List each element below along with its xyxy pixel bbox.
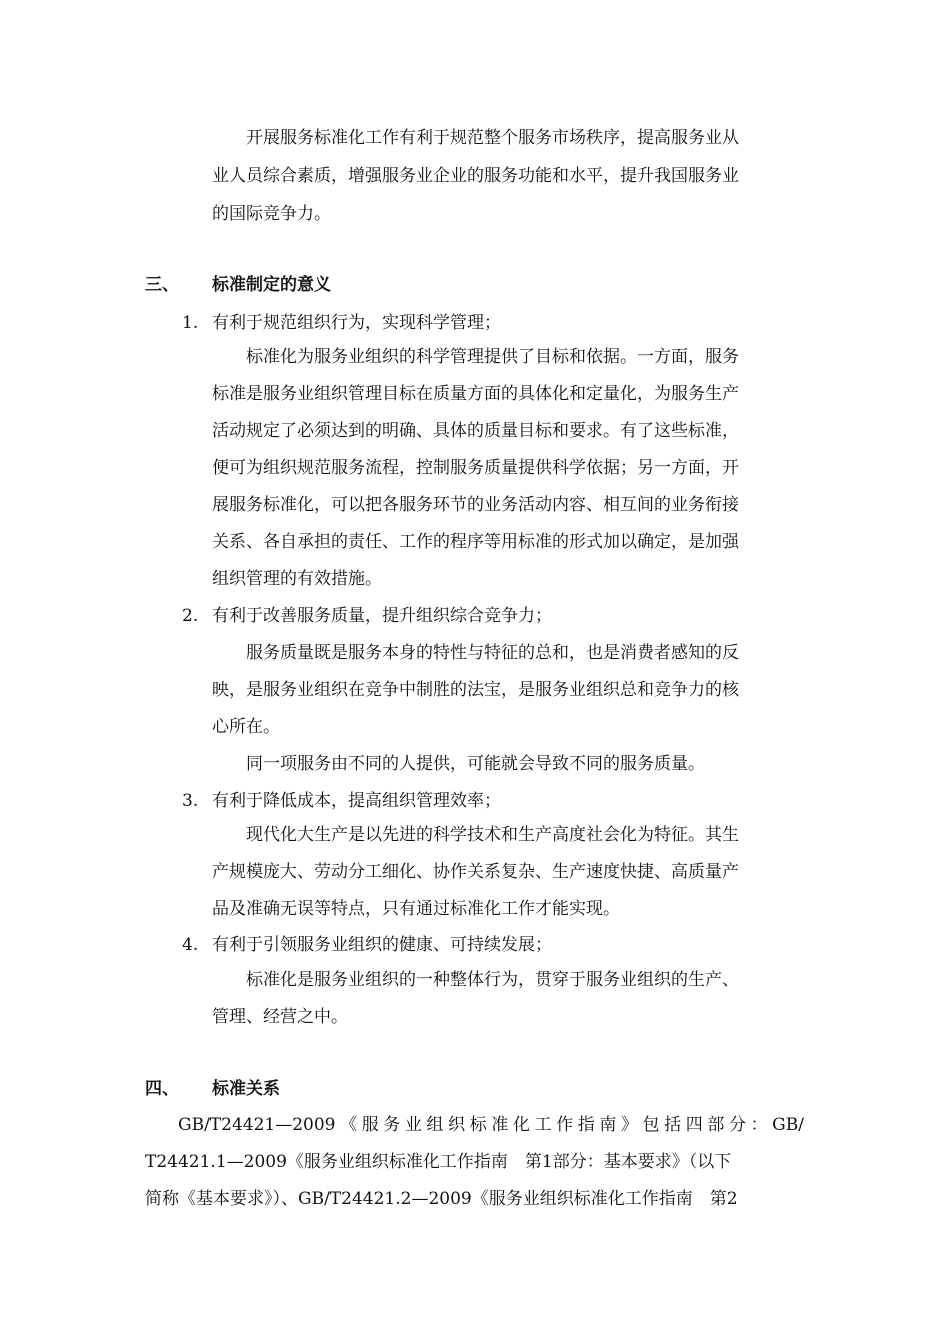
section-3-title: 标准制定的意义 [212, 275, 331, 295]
intro-line: 的国际竞争力。 [212, 204, 331, 224]
section-4-line: 简称《基本要求》）、GB/T24421.2—2009《服务业组织标准化工作指南 第2 [145, 1189, 738, 1209]
item-1-line: 便可为组织规范服务流程，控制服务质量提供科学依据；另一方面，开 [212, 458, 739, 478]
item-1-line: 组织管理的有效措施。 [212, 569, 382, 589]
section-4-title: 标准关系 [212, 1079, 280, 1099]
item-1-line: 标准化为服务业组织的科学管理提供了目标和依据。一方面，服务 [246, 347, 739, 367]
intro-line: 业人员综合素质，增强服务业企业的服务功能和水平，提升我国服务业 [212, 166, 739, 186]
item-2-line: 服务质量既是服务本身的特性与特征的总和，也是消费者感知的反 [246, 643, 739, 663]
item-1-number: 1. [182, 313, 199, 333]
item-4-line: 管理、经营之中。 [212, 1007, 348, 1027]
item-4-title: 有利于引领服务业组织的健康、可持续发展； [212, 935, 552, 955]
item-1-line: 展服务标准化，可以把各服务环节的业务活动内容、相互间的业务衔接 [212, 495, 739, 515]
item-2-title: 有利于改善服务质量，提升组织综合竞争力； [212, 606, 552, 626]
item-1-line: 活动规定了必须达到的明确、具体的质量目标和要求。有了这些标准， [212, 421, 739, 441]
intro-line: 开展服务标准化工作有利于规范整个服务市场秩序，提高服务业从 [246, 128, 739, 148]
item-1-line: 关系、各自承担的责任、工作的程序等用标准的形式加以确定，是加强 [212, 532, 739, 552]
item-1-title: 有利于规范组织行为，实现科学管理； [212, 313, 501, 333]
item-1-line: 标准是服务业组织管理目标在质量方面的具体化和定量化，为服务生产 [212, 384, 739, 404]
item-4-line: 标准化是服务业组织的一种整体行为，贯穿于服务业组织的生产、 [246, 970, 739, 990]
item-3-line: 产规模庞大、劳动分工细化、协作关系复杂、生产速度快捷、高质量产 [212, 862, 739, 882]
item-2-line: 同一项服务由不同的人提供，可能就会导致不同的服务质量。 [246, 754, 705, 774]
item-3-title: 有利于降低成本，提高组织管理效率； [212, 791, 501, 811]
section-4-number: 四、 [145, 1079, 179, 1099]
item-3-line: 品及准确无误等特点，只有通过标准化工作才能实现。 [212, 899, 620, 919]
item-2-number: 2. [182, 606, 199, 626]
item-2-line: 映，是服务业组织在竞争中制胜的法宝，是服务业组织总和竞争力的核 [212, 680, 739, 700]
section-4-line: GB/T24421—2009《服务业组织标准化工作指南》包括四部分：GB/ [178, 1115, 804, 1135]
section-3-number: 三、 [145, 275, 179, 295]
item-2-line: 心所在。 [212, 717, 280, 737]
item-3-number: 3. [182, 791, 199, 811]
item-4-number: 4. [182, 935, 199, 955]
section-4-line: T24421.1—2009《服务业组织标准化工作指南 第1部分：基本要求》（以下 [145, 1152, 732, 1172]
item-3-line: 现代化大生产是以先进的科学技术和生产高度社会化为特征。其生 [246, 825, 739, 845]
